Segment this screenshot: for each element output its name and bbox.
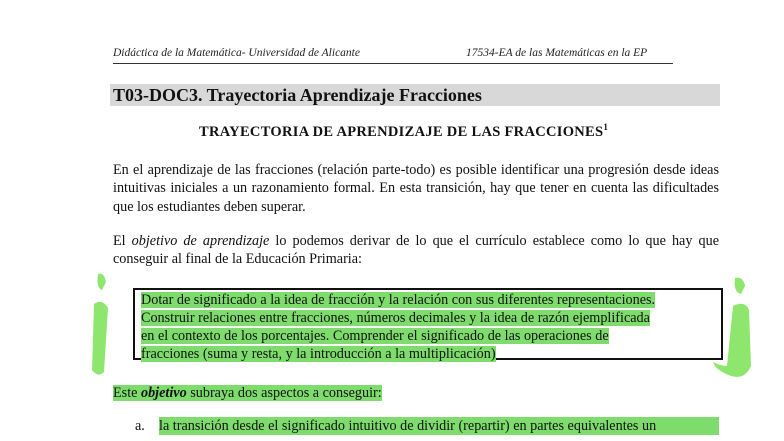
page-header <box>113 47 673 64</box>
footnote-marker[interactable]: 1 <box>603 122 609 132</box>
paragraph-aspects-before: Este <box>113 385 141 401</box>
box-line-2: Construir relaciones entre fracciones, números decimales y la idea de razón ejemplificada <box>141 310 650 326</box>
paragraph-aspects-after: subraya dos aspectos a conseguir: <box>186 385 382 401</box>
box-line-3: en el contexto de los porcentajes. Comprender el significado de las operaciones de <box>141 328 609 344</box>
header-right: 17534-EA de las Matemáticas en la EP <box>466 47 648 59</box>
paragraph-objective-emphasis: objetivo de aprendizaje <box>131 233 270 249</box>
list-item-label: a. <box>135 418 145 434</box>
paragraph-objective-before: El <box>113 233 132 249</box>
box-line-4: fracciones (suma y resta, y la introducción a la multiplicación) <box>141 346 496 362</box>
paragraph-aspects-highlight <box>113 385 382 401</box>
header-left: Didáctica de la Matemática- Universidad de Alicante <box>113 47 360 59</box>
paragraph-aspects <box>113 384 413 402</box>
objective-box <box>133 288 723 360</box>
paragraph-aspects-emphasis: objetivo <box>140 385 187 401</box>
paragraph-objective-after: lo podemos derivar de lo que el currículo establece como lo que hay que conseguir al final de la Educación Primaria: <box>113 233 719 268</box>
left-highlighter-mark <box>80 268 140 388</box>
objective-box-text <box>141 291 717 363</box>
list-item-text: la transición desde el significado intuitivo de dividir (repartir) en partes equivalentes un <box>159 417 719 435</box>
paragraph-objective <box>113 232 719 269</box>
section-heading <box>199 122 608 141</box>
right-highlighter-mark <box>705 270 775 390</box>
box-line-1: Dotar de significado a la idea de fracción y la relación con sus diferentes representaciones. <box>141 292 656 308</box>
document-title: T03-DOC3. Trayectoria Aprendizaje Fracciones <box>113 85 482 105</box>
document-title-bar <box>110 84 720 106</box>
paragraph-intro: En el aprendizaje de las fracciones (relación parte-todo) es posible identificar una progresión desde ideas intuitivas iniciales a un razonamiento formal. En esta transición, hay que tener en cuenta las dificultades que los estudiantes deben superar. <box>113 162 719 215</box>
section-heading-text: TRAYECTORIA DE APRENDIZAJE DE LAS FRACCIONES <box>199 123 604 140</box>
